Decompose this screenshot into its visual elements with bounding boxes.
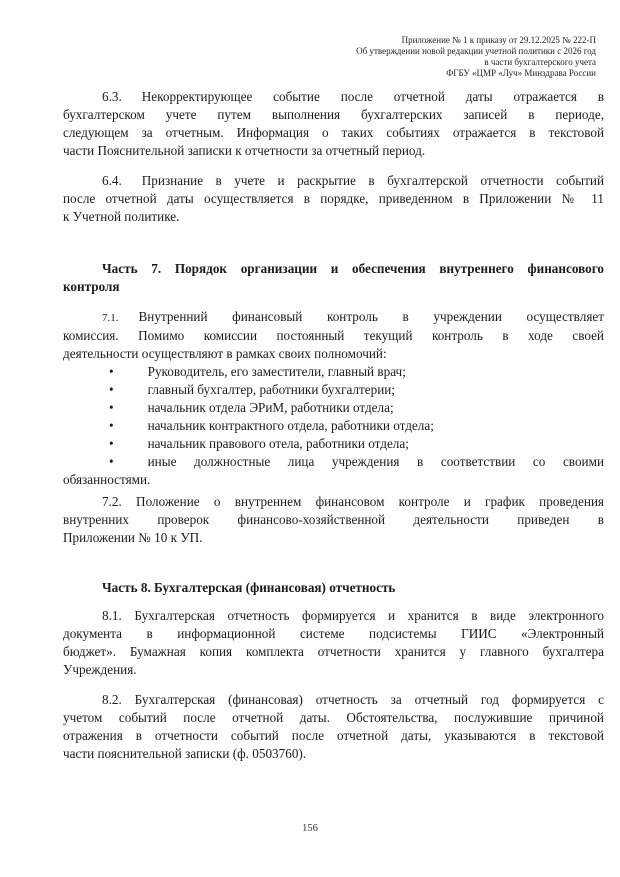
heading-line: Часть 7. Порядок организации и обеспечения внутреннего финансового	[102, 261, 604, 276]
header-line: в части бухгалтерского учета	[484, 57, 596, 67]
text-line: части пояснительной записки (ф. 0503760).	[63, 746, 307, 761]
paragraph-number: 7.1.	[102, 312, 119, 324]
text-line: части Пояснительной записки к отчетности за отчетный период.	[63, 143, 426, 158]
header-line: Об утверждении новой редакции учетной политики с 2026 год	[356, 46, 596, 56]
text-line: к Учетной политике.	[63, 209, 180, 224]
paragraph-8-1	[63, 607, 604, 679]
header-line: Приложение № 1 к приказу от 29.12.2025 № 222-П	[401, 35, 596, 45]
bullet-icon: •	[109, 418, 114, 433]
paragraph-7-2	[63, 493, 604, 547]
bullet-icon: •	[109, 364, 114, 379]
list-item-text: начальник правового отела, работники отдела;	[147, 436, 409, 451]
document-header	[63, 35, 596, 79]
text-line: внутренних проверок финансово-хозяйственной деятельности приведен в	[63, 512, 604, 527]
list-item-continuation: обязанностями.	[63, 472, 151, 487]
text-line: следующем за отчетным. Информация о таких событиях отражается в текстовой	[63, 125, 604, 140]
paragraph-6-4	[63, 172, 604, 226]
text-line: бюджет». Бумажная копия комплекта отчетности хранится у главного бухгалтера	[63, 644, 604, 659]
text-line: деятельности осуществляют в рамках своих полномочий:	[63, 346, 387, 361]
list-item	[63, 363, 604, 381]
list-item	[63, 399, 604, 417]
text-line: комиссия. Помимо комиссии постоянный текущий контроль в ходе своей	[63, 328, 604, 343]
text-line: бухгалтерском учете путем выполнения бухгалтерских записей в периоде,	[63, 107, 604, 122]
section-heading-part7	[63, 260, 604, 296]
text-line	[63, 88, 604, 106]
bullet-list	[63, 363, 604, 489]
paragraph-number: 6.4.	[102, 173, 122, 188]
text-line: 8.1. Бухгалтерская отчетность формируется и хранится в виде электронного	[102, 608, 604, 623]
list-item-text: начальник контрактного отдела, работники отдела;	[147, 418, 434, 433]
text-segment: Внутренний финансовый контроль в учреждении осуществляет	[138, 309, 604, 324]
text-line	[63, 308, 604, 327]
text-line: отражения в отчетности событий после отчетной даты, указываются в текстовой	[63, 728, 604, 743]
text-line: 8.2. Бухгалтерская (финансовая) отчетность за отчетный год формируется с	[102, 692, 604, 707]
list-item	[63, 435, 604, 453]
bullet-icon: •	[109, 454, 114, 469]
text-line: Учреждения.	[63, 662, 137, 677]
text-line	[63, 172, 604, 190]
heading-line: Часть 8. Бухгалтерская (финансовая) отчетность	[102, 580, 396, 595]
paragraph-number: 6.3.	[102, 89, 122, 104]
list-item-text: начальник отдела ЭРиМ, работники отдела;	[147, 400, 394, 415]
text-segment: Признание в учете и раскрытие в бухгалтерской отчетности событий	[141, 173, 604, 188]
list-item	[63, 417, 604, 435]
bullet-icon: •	[109, 436, 114, 451]
text-line: 7.2. Положение о внутреннем финансовом контроле и график проведения	[102, 494, 604, 509]
list-item-text: иные должностные лица учреждения в соответствии со своими	[147, 454, 604, 469]
list-item	[63, 453, 604, 471]
list-item	[63, 381, 604, 399]
paragraph-6-3	[63, 88, 604, 160]
text-line: учетом событий после отчетной даты. Обстоятельства, послужившие причиной	[63, 710, 604, 725]
paragraph-7-1	[63, 308, 604, 363]
section-heading-part8	[63, 579, 604, 597]
paragraph-8-2	[63, 691, 604, 763]
page-number: 156	[302, 823, 318, 834]
list-item-text: Руководитель, его заместители, главный врач;	[147, 364, 406, 379]
bullet-icon: •	[109, 400, 114, 415]
list-item-text: главный бухгалтер, работники бухгалтерии;	[147, 382, 396, 397]
text-line: Приложении № 10 к УП.	[63, 530, 203, 545]
text-line: документа в информационной системе подсистемы ГИИС «Электронный	[63, 626, 604, 641]
text-line: после отчетной даты осуществляется в порядке, приведенном в Приложении № 11	[63, 191, 604, 206]
header-line: ФГБУ «ЦМР «Луч» Минздрава России	[446, 68, 596, 78]
bullet-icon: •	[109, 382, 114, 397]
heading-line: контроля	[63, 279, 120, 294]
text-segment: Некорректирующее событие после отчетной даты отражается в	[141, 89, 604, 104]
